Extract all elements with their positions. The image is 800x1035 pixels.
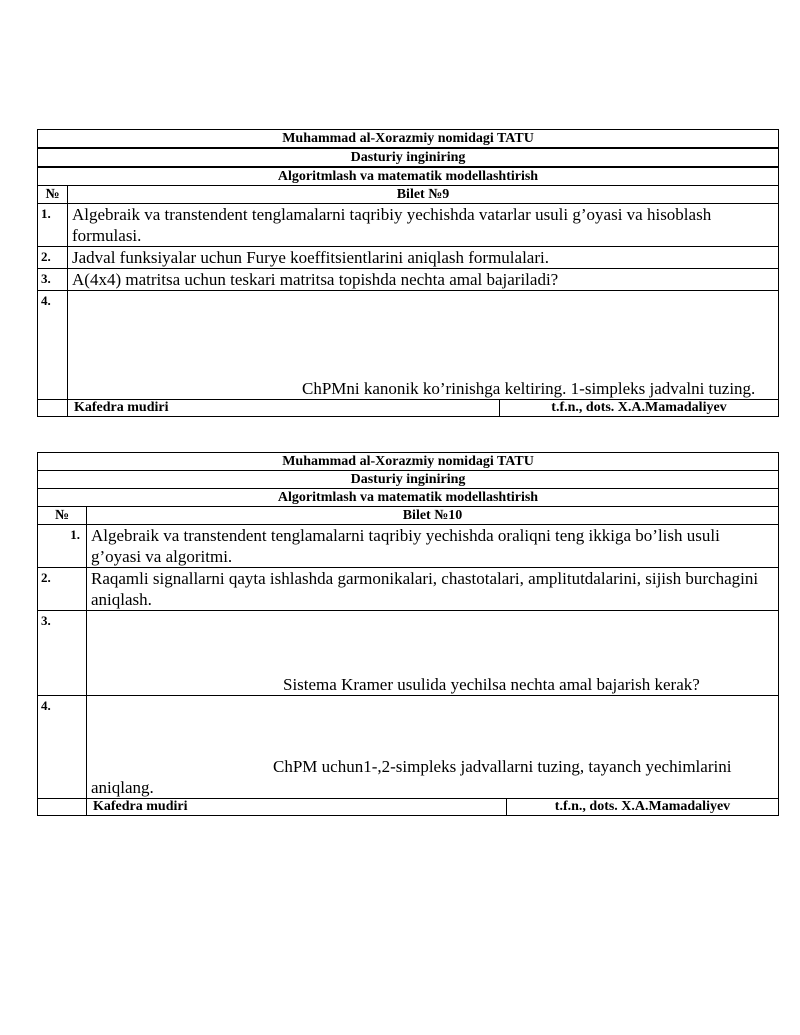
department-head-name: t.f.n., dots. X.A.Mamadaliyev — [507, 799, 779, 816]
question-number: 2. — [38, 568, 87, 611]
question-number: 3. — [38, 269, 68, 291]
question-row — [38, 696, 779, 799]
faculty-name: Dasturiy inginiring — [38, 148, 779, 167]
ticket-number: Bilet №9 — [68, 186, 779, 204]
question-row — [38, 525, 779, 568]
footer-spacer — [38, 799, 87, 816]
question-text: Jadval funksiyalar uchun Furye koeffitsientlarini aniqlash formulalari. — [68, 247, 779, 269]
footer-spacer — [38, 400, 68, 417]
question-text: ChPM uchun1-,2-simpleks jadvallarni tuzing, tayanch yechimlarini aniqlang. — [87, 696, 779, 799]
question-row — [38, 291, 779, 400]
ticket-table — [37, 129, 779, 417]
question-row — [38, 204, 779, 247]
question-number: 1. — [38, 525, 87, 568]
ticket-card — [37, 452, 778, 816]
question-text: Sistema Kramer usulida yechilsa nechta amal bajarish kerak? — [87, 611, 779, 696]
number-column-label: № — [38, 507, 87, 525]
number-column-label: № — [38, 186, 68, 204]
question-text: Raqamli signallarni qayta ishlashda garmonikalari, chastotalari, amplitutdalarini, sijish burchagini aniqlash. — [87, 568, 779, 611]
ticket-number: Bilet №10 — [87, 507, 779, 525]
ticket-card — [37, 129, 778, 417]
question-number: 1. — [38, 204, 68, 247]
question-text: A(4x4) matritsa uchun teskari matritsa topishda nechta amal bajariladi? — [68, 269, 779, 291]
question-text: ChPMni kanonik ko’rinishga keltiring. 1-simpleks jadvalni tuzing. — [68, 291, 779, 400]
question-row — [38, 611, 779, 696]
question-number: 4. — [38, 696, 87, 799]
university-name: Muhammad al-Xorazmiy nomidagi TATU — [38, 130, 779, 149]
department-head-label: Kafedra mudiri — [68, 400, 500, 417]
department-head-name: t.f.n., dots. X.A.Mamadaliyev — [500, 400, 779, 417]
question-row — [38, 247, 779, 269]
subject-name: Algoritmlash va matematik modellashtirish — [38, 167, 779, 186]
question-number: 4. — [38, 291, 68, 400]
question-number: 3. — [38, 611, 87, 696]
question-text: Algebraik va transtendent tenglamalarni taqribiy yechishda oraliqni teng ikkiga bo’lish usuli g’oyasi va algoritmi. — [87, 525, 779, 568]
subject-name: Algoritmlash va matematik modellashtirish — [38, 489, 779, 507]
question-number: 2. — [38, 247, 68, 269]
ticket-table — [37, 452, 779, 816]
university-name: Muhammad al-Xorazmiy nomidagi TATU — [38, 453, 779, 471]
question-text: Algebraik va transtendent tenglamalarni taqribiy yechishda vatarlar usuli g’oyasi va hisoblash formulasi. — [68, 204, 779, 247]
question-row — [38, 269, 779, 291]
faculty-name: Dasturiy inginiring — [38, 471, 779, 489]
question-row — [38, 568, 779, 611]
department-head-label: Kafedra mudiri — [87, 799, 507, 816]
